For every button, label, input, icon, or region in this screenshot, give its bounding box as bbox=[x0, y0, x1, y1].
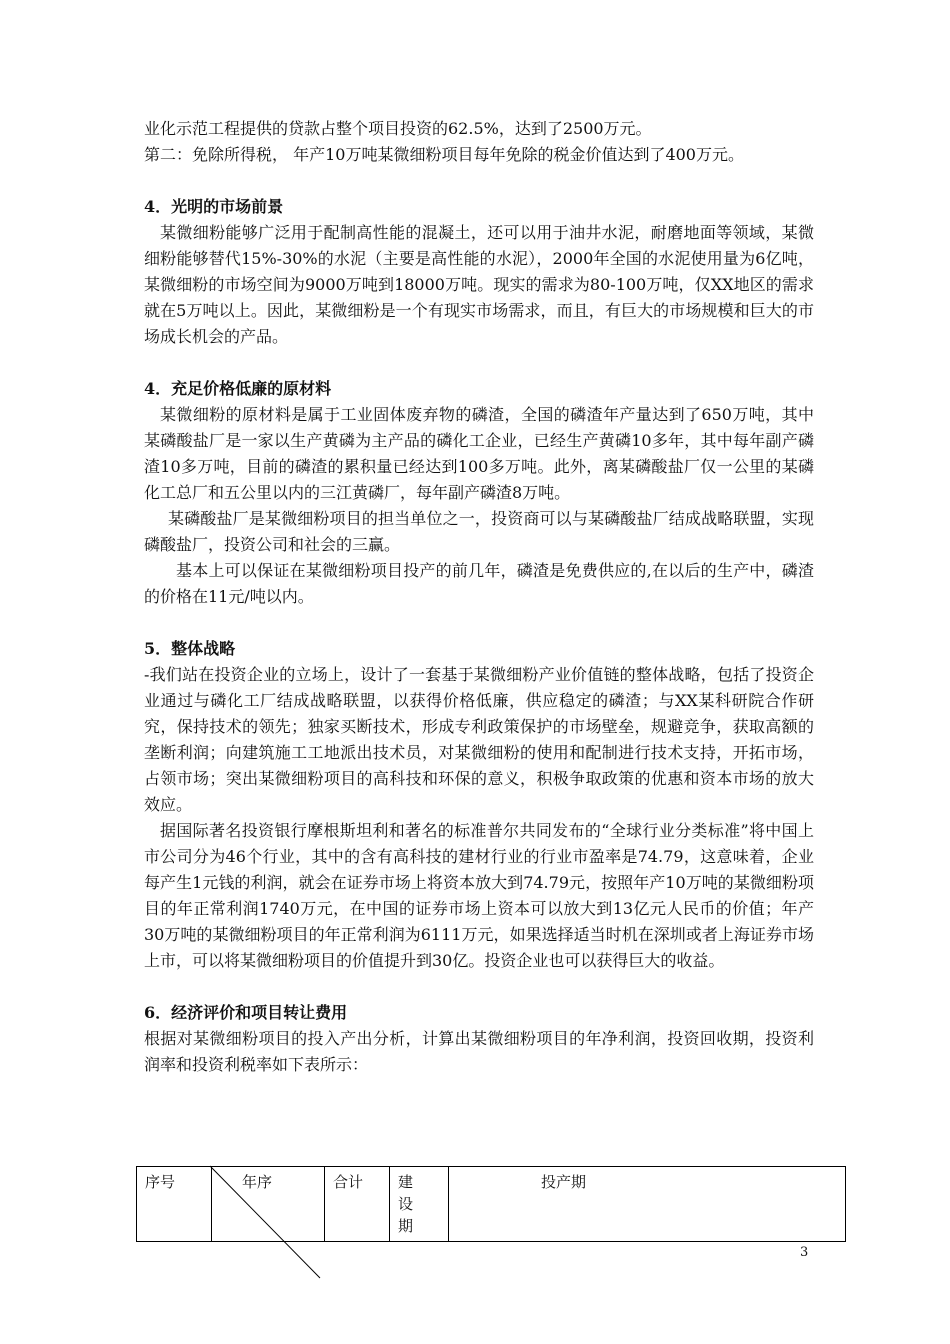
header-total: 合计 bbox=[325, 1167, 390, 1242]
header-index: 序号 bbox=[137, 1167, 212, 1242]
paragraph-raw-materials-1: 某微细粉的原材料是属于工业固体废弃物的磷渣，全国的磷渣年产量达到了650万吨，其中某磷酸盐厂是一家以生产黄磷为主产品的磷化工企业，已经生产黄磷10多年，其中每年副产磷渣10多万吨，目前的磷渣的累积量已经达到100多万吨。此外，离某磷酸盐厂仅一公里的某磷化工总厂和五公里以内的三江黄磷厂，每年副产磷渣8万吨。 bbox=[144, 405, 814, 502]
heading-market-outlook: 4．光明的市场前景 bbox=[144, 197, 284, 216]
paragraph-economic-evaluation: 根据对某微细粉项目的投入产出分析，计算出某微细粉项目的年净利润，投资回收期，投资利润率和投资利税率如下表所示： bbox=[144, 1029, 814, 1074]
paragraph-tax-exemption: 第二：免除所得税， 年产10万吨某微细粉项目每年免除的税金价值达到了400万元。 bbox=[144, 145, 744, 164]
header-production-period bbox=[449, 1167, 846, 1242]
heading-economic-evaluation: 6．经济评价和项目转让费用 bbox=[144, 1003, 348, 1022]
diagonal-header-line bbox=[210, 1166, 320, 1278]
paragraph-raw-materials-2: 某磷酸盐厂是某微细粉项目的担当单位之一，投资商可以与某磷酸盐厂结成战略联盟，实现磷酸盐厂，投资公司和社会的三赢。 bbox=[144, 509, 814, 554]
paragraph-raw-materials-3: 基本上可以保证在某微细粉项目投产的前几年，磷渣是免费供应的,在以后的生产中，磷渣的价格在11元/吨以内。 bbox=[144, 561, 814, 606]
heading-raw-materials: 4．充足价格低廉的原材料 bbox=[144, 379, 332, 398]
header-construction-label: 建 设 bbox=[398, 1173, 429, 1213]
diagonal-line bbox=[210, 1166, 320, 1278]
header-production-label: 投产期 bbox=[541, 1173, 587, 1191]
page-number: 3 bbox=[800, 1245, 809, 1260]
header-year-sequence-label: 年序 bbox=[242, 1173, 273, 1191]
header-construction-period bbox=[390, 1167, 449, 1242]
paragraph-strategy-1: -我们站在投资企业的立场上，设计了一套基于某微细粉产业价值链的整体战略，包括了投资企业通过与磷化工厂结成战略联盟，以获得价格低廉，供应稳定的磷渣；与XX某科研院合作研究，保持技术的领先；独家买断技术，形成专利政策保护的市场壁垒，规避竞争，获取高额的垄断利润；向建筑施工工地派出技术员，对某微细粉的使用和配制进行技术支持，开拓市场，占领市场；突出某微细粉项目的高科技和环保的意义，积极争取政策的优惠和资本市场的放大效应。 bbox=[144, 665, 814, 814]
document-body bbox=[144, 116, 814, 1078]
paragraph-market-outlook: 某微细粉能够广泛用于配制高性能的混凝土，还可以用于油井水泥，耐磨地面等领域，某微细粉能够替代15%-30%的水泥（主要是高性能的水泥），2000年全国的水泥使用量为6亿吨，某微细粉的市场空间为9000万吨到18000万吨。现实的需求为80-100万吨，仅XX地区的需求就在5万吨以上。因此，某微细粉是一个有现实市场需求，而且，有巨大的市场规模和巨大的市场成长机会的产品。 bbox=[144, 223, 814, 346]
header-period-label: 期 bbox=[398, 1217, 414, 1235]
heading-overall-strategy: 5．整体战略 bbox=[144, 639, 236, 658]
paragraph-strategy-2: 据国际著名投资银行摩根斯坦利和著名的标准普尔共同发布的“全球行业分类标准”将中国上市公司分为46个行业，其中的含有高科技的建材行业的行业市盈率是74.79，这意味着，企业每产生1元钱的利润，就会在证券市场上将资本放大到74.79元，按照年产10万吨的某微细粉项目的年正常利润1740万元，在中国的证券市场上资本可以放大到13亿元人民币的价值；年产30万吨的某微细粉项目的年正常利润为6111万元，如果选择适当时机在深圳或者上海证券市场上市，可以将某微细粉项目的价值提升到30亿。投资企业也可以获得巨大的收益。 bbox=[144, 821, 814, 970]
paragraph-loan: 业化示范工程提供的贷款占整个项目投资的62.5%，达到了2500万元。 bbox=[144, 119, 652, 138]
